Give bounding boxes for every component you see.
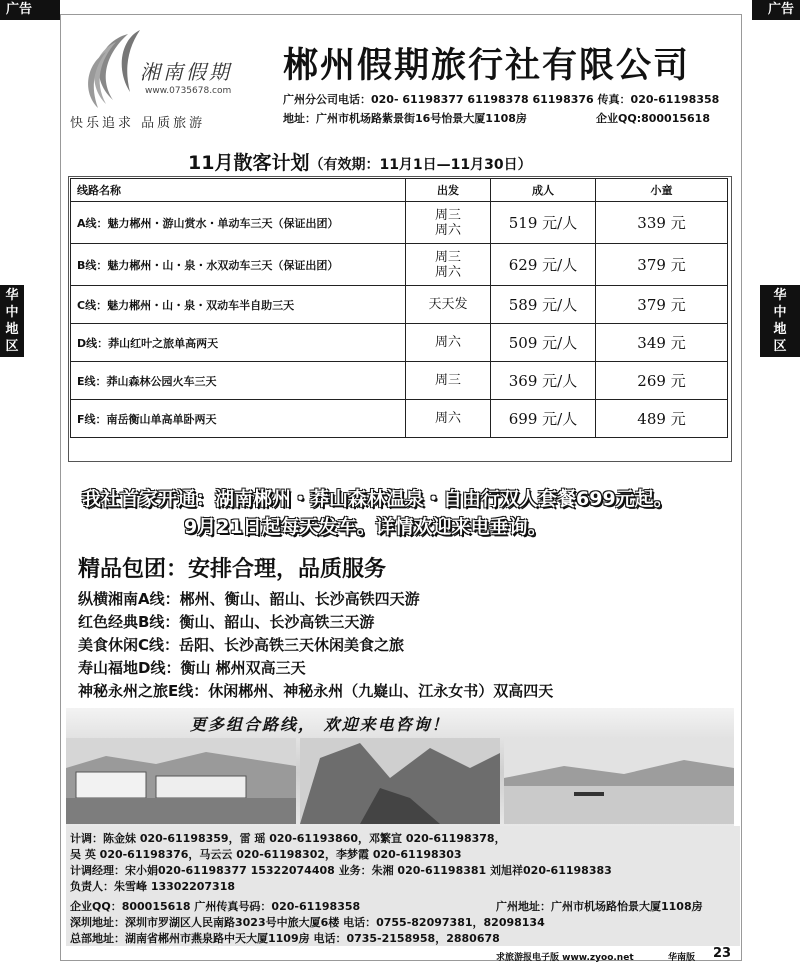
promo-line-1: 我社首家开通：湖南郴州・莽山森林温泉・自由行双人套餐699元起。 <box>82 488 673 510</box>
ad-tag-left: 广告 <box>0 0 60 20</box>
route-depart: 周三 周六 <box>406 202 491 244</box>
group-route-item: 红色经典B线：衡山、韶山、长沙高铁三天游 <box>78 613 375 631</box>
footer-source: 求旅游报电子版 www.zyoo.net <box>496 953 634 963</box>
route-child-price: 489 元 <box>596 400 728 438</box>
company-name: 郴州假期旅行社有限公司 <box>283 46 691 86</box>
company-qq: 企业QQ:800015618 <box>596 112 710 125</box>
promo-line-2: 9月21日起每天发车。详情欢迎来电垂询。 <box>184 516 547 538</box>
route-child-price: 269 元 <box>596 362 728 400</box>
route-name: A线：魅力郴州・游山赏水・单动车三天（保证出团） <box>71 202 406 244</box>
route-child-price: 339 元 <box>596 202 728 244</box>
route-adult-price: 589 元/人 <box>491 286 596 324</box>
brand-name: 湘南假期 <box>140 60 232 84</box>
route-adult-price: 629 元/人 <box>491 244 596 286</box>
brand-url: www.0735678.com <box>145 86 232 96</box>
route-depart: 周三 周六 <box>406 244 491 286</box>
ad-tag-right: 广告 <box>752 0 800 20</box>
route-depart: 天天发 <box>406 286 491 324</box>
plan-title-text: 11月散客计划 <box>188 152 310 174</box>
col-header-depart: 出发 <box>406 179 491 202</box>
route-name: D线：莽山红叶之旅单高两天 <box>71 324 406 362</box>
route-name: C线：魅力郴州・山・泉・双动车半自助三天 <box>71 286 406 324</box>
group-route-item: 美食休闲C线：岳阳、长沙高铁三天休闲美食之旅 <box>78 636 405 654</box>
page-number: 23 <box>713 946 732 961</box>
group-route-item: 寿山福地D线：衡山 郴州双高三天 <box>78 659 306 677</box>
brand-slogan: 快乐追求 品质旅游 <box>70 116 206 131</box>
contact-line: 计调：陈金妹 020-61198359，雷 瑶 020-61193860，邓繁宣 020-61198378， <box>70 832 506 845</box>
contact-line: 计调经理：宋小娟020-61198377 15322074408 业务：朱湘 020-61198381 刘旭祥020-61198383 <box>70 864 612 877</box>
group-route-item: 纵横湘南A线：郴州、衡山、韶山、长沙高铁四天游 <box>78 590 420 608</box>
route-depart: 周六 <box>406 400 491 438</box>
route-name: F线：南岳衡山单高单卧两天 <box>71 400 406 438</box>
schedule-table <box>70 178 728 438</box>
plan-validity: （有效期：11月1日—11月30日） <box>309 157 532 173</box>
route-depart: 周六 <box>406 324 491 362</box>
region-tab-right <box>760 285 800 357</box>
table-row <box>71 244 728 286</box>
col-header-adult: 成人 <box>491 179 596 202</box>
route-adult-price: 509 元/人 <box>491 324 596 362</box>
contact-line: 吴 英 020-61198376，马云云 020-61198302，李梦霞 020-61198303 <box>70 848 462 861</box>
lake-photo <box>504 738 734 824</box>
route-adult-price: 369 元/人 <box>491 362 596 400</box>
table-row <box>71 324 728 362</box>
group-route-item: 神秘永州之旅E线：休闲郴州、神秘永州（九嶷山、江永女书）双高四天 <box>78 682 554 700</box>
col-header-route: 线路名称 <box>71 179 406 202</box>
contact-sz-line: 深圳地址：深圳市罗湖区人民南路3023号中旅大厦6楼 电话：0755-82097381，82098134 <box>70 916 545 929</box>
route-child-price: 379 元 <box>596 286 728 324</box>
plan-title <box>188 148 532 175</box>
hotel-photo <box>66 738 296 824</box>
contact-gz-address: 广州地址：广州市机场路怡景大厦1108房 <box>496 900 703 913</box>
route-adult-price: 699 元/人 <box>491 400 596 438</box>
table-row <box>71 362 728 400</box>
contact-hq-line: 总部地址：湖南省郴州市燕泉路中天大厦1109房 电话：0735-2158958，2880678 <box>70 932 500 945</box>
table-header-row <box>71 179 728 202</box>
contact-line: 负责人：朱雪峰 13302207318 <box>70 880 236 893</box>
route-name: E线：莽山森林公园火车三天 <box>71 362 406 400</box>
footer-region: 华南版 <box>668 953 696 963</box>
route-depart: 周三 <box>406 362 491 400</box>
route-child-price: 379 元 <box>596 244 728 286</box>
company-address: 地址：广州市机场路紫景街16号怡景大厦1108房 <box>283 112 527 125</box>
table-row <box>71 202 728 244</box>
mountain-photo <box>300 738 500 824</box>
region-tab-right-label: 华中地区 <box>773 288 787 354</box>
group-tour-title: 精品包团：安排合理，品质服务 <box>78 557 387 582</box>
route-name: B线：魅力郴州・山・泉・水双动车三天（保证出团） <box>71 244 406 286</box>
route-child-price: 349 元 <box>596 324 728 362</box>
route-adult-price: 519 元/人 <box>491 202 596 244</box>
col-header-child: 小童 <box>596 179 728 202</box>
banner-slogan: 更多组合路线， 欢迎来电咨询！ <box>190 715 450 734</box>
contact-qq-fax: 企业QQ：800015618 广州传真号码：020-61198358 <box>70 900 361 913</box>
table-row <box>71 400 728 438</box>
company-phone: 广州分公司电话：020- 61198377 61198378 61198376 传真：020-61198358 <box>283 93 720 106</box>
region-tab-left <box>0 285 24 357</box>
region-tab-left-label: 华中地区 <box>5 288 19 354</box>
table-row <box>71 286 728 324</box>
